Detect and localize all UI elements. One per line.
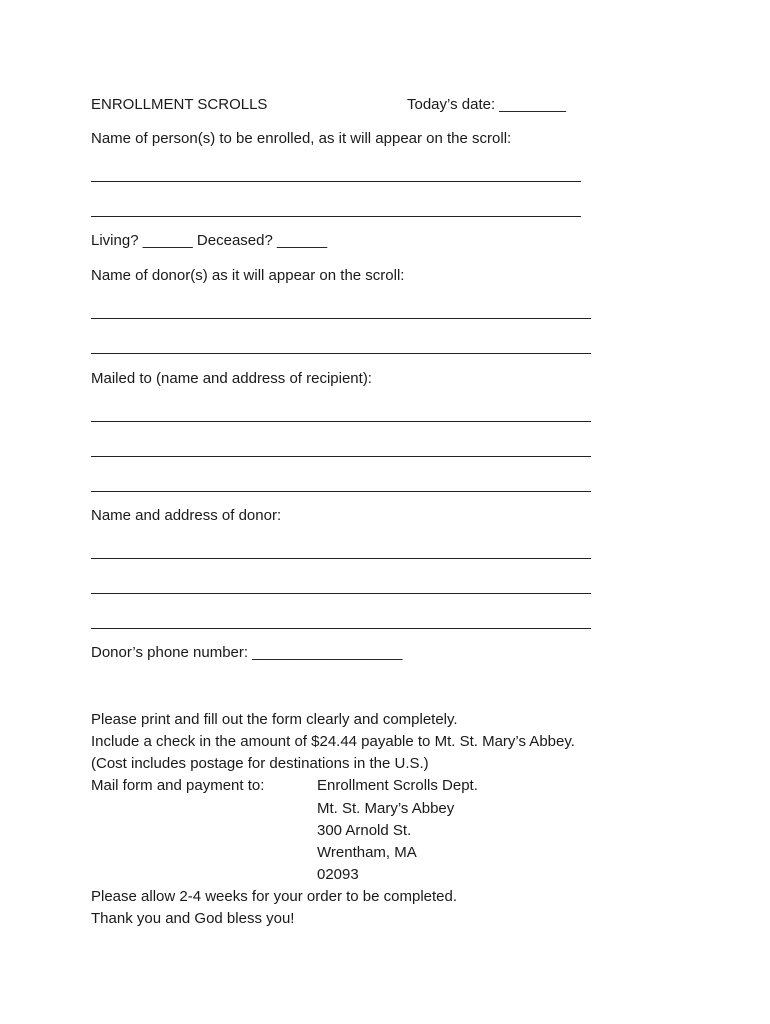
donor-names-label: Name of donor(s) as it will appear on the scroll: (91, 267, 405, 284)
address-line-2: Mt. St. Mary’s Abbey (317, 800, 455, 817)
recipient-line-1 (91, 421, 591, 422)
address-line-3: 300 Arnold St. (317, 822, 412, 839)
donor-address-line-2 (91, 593, 591, 594)
donor-name-line-1 (91, 318, 591, 319)
form-title: ENROLLMENT SCROLLS (91, 96, 268, 113)
donor-name-line-2 (91, 353, 591, 354)
instruction-processing-time: Please allow 2-4 weeks for your order to be completed. (91, 888, 458, 905)
instruction-check-amount: Include a check in the amount of $24.44 payable to Mt. St. Mary’s Abbey. (91, 733, 575, 750)
mail-to-label: Mail form and payment to: (91, 777, 265, 794)
living-deceased-field: Living? ______ Deceased? ______ (91, 232, 328, 249)
address-zip: 02093 (317, 866, 359, 883)
enrolled-name-line-1 (91, 181, 581, 182)
enrolled-name-line-2 (91, 216, 581, 217)
closing-blessing: Thank you and God bless you! (91, 910, 295, 927)
todays-date-field: Today’s date: ________ (407, 96, 567, 113)
instruction-postage-note: (Cost includes postage for destinations in the U.S.) (91, 755, 429, 772)
recipient-line-2 (91, 456, 591, 457)
address-line-4: Wrentham, MA (317, 844, 417, 861)
instruction-print-clearly: Please print and fill out the form clearly and completely. (91, 711, 458, 728)
donor-address-line-3 (91, 628, 591, 629)
mailed-to-label: Mailed to (name and address of recipient): (91, 370, 372, 387)
donor-address-line-1 (91, 558, 591, 559)
donor-address-label: Name and address of donor: (91, 507, 282, 524)
address-line-1: Enrollment Scrolls Dept. (317, 777, 478, 794)
recipient-line-3 (91, 491, 591, 492)
donor-phone-field: Donor’s phone number: __________________ (91, 644, 403, 661)
enrolled-names-label: Name of person(s) to be enrolled, as it will appear on the scroll: (91, 130, 512, 147)
